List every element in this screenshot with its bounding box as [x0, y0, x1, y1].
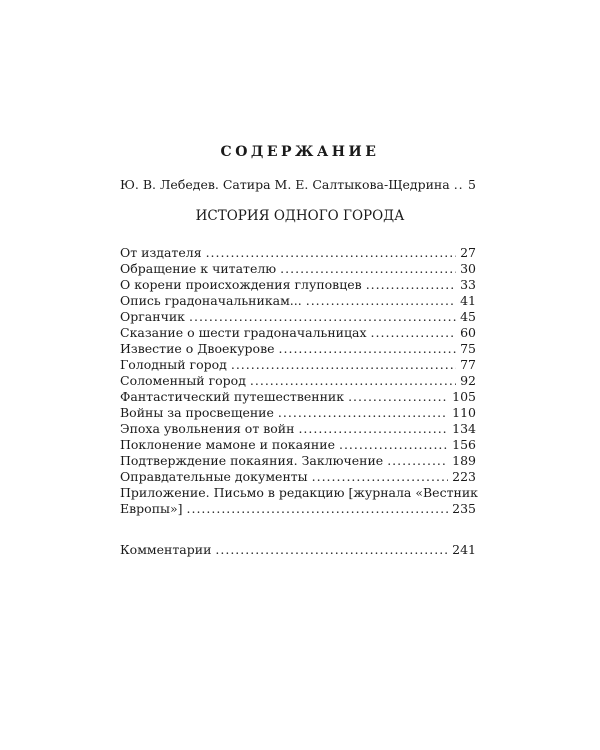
toc-entry-label: Соломенный город: [120, 373, 246, 388]
toc-entry-page: 189: [452, 453, 476, 468]
toc-entry-page: 92: [460, 373, 476, 388]
toc-entry-page: 75: [460, 341, 476, 356]
toc-entry: [120, 277, 476, 293]
toc-entry-label: Фантастический путешественник: [120, 389, 345, 404]
toc-entry-page: 134: [452, 421, 476, 436]
toc-entry-label: О корени происхождения глуповцев: [120, 277, 362, 292]
toc-entry: [120, 357, 476, 373]
toc-entry-page: 45: [460, 309, 476, 324]
toc-entry-page: 241: [452, 542, 476, 557]
toc-entry-label: Ю. В. Лебедев. Сатира М. Е. Салтыкова-Щедрина: [120, 177, 450, 192]
toc-entry-comments: [120, 542, 476, 558]
toc-entry-page: 5: [468, 177, 476, 192]
toc-entry-appendix: [120, 485, 476, 517]
toc-entry-label: Органчик: [120, 309, 185, 324]
toc-entry: [120, 405, 476, 421]
toc-entry-page: 156: [452, 437, 476, 452]
dot-leader: [231, 357, 456, 373]
dot-leader: [454, 177, 464, 193]
toc-entry-page: 33: [460, 277, 476, 292]
dot-leader: [279, 341, 457, 357]
toc-entry-intro: [120, 177, 476, 193]
toc-entry-page: 223: [452, 469, 476, 484]
toc-entry-label: Опись градоначальникам...: [120, 293, 302, 308]
dot-leader: [312, 469, 449, 485]
page-title: СОДЕРЖАНИЕ: [220, 144, 380, 160]
toc-entry: [120, 469, 476, 485]
toc-entry: [120, 261, 476, 277]
toc-entry-label: Эпоха увольнения от войн: [120, 421, 295, 436]
section-title: ИСТОРИЯ ОДНОГО ГОРОДА: [195, 208, 405, 224]
dot-leader: [278, 405, 448, 421]
toc-entry: [120, 293, 476, 309]
dot-leader: [306, 293, 456, 309]
toc-entry-page: 27: [460, 245, 476, 260]
dot-leader: [371, 325, 457, 341]
toc-entry-page: 105: [452, 389, 476, 404]
toc-entry-label: Поклонение мамоне и покаяние: [120, 437, 335, 452]
toc-entry-label: Войны за просвещение: [120, 405, 274, 420]
toc-entry-label: Оправдательные документы: [120, 469, 308, 484]
toc-entry-label: Известие о Двоекурове: [120, 341, 275, 356]
toc-entry-page: 60: [460, 325, 476, 340]
toc-entry-page: 41: [460, 293, 476, 308]
dot-leader: [280, 261, 456, 277]
dot-leader: [250, 373, 456, 389]
toc-entry: [120, 389, 476, 405]
dot-leader: [206, 245, 457, 261]
toc-entry: [120, 421, 476, 437]
toc-entry-page: 110: [452, 405, 476, 420]
toc-entry: [120, 341, 476, 357]
toc-entry-label: Комментарии: [120, 542, 212, 557]
toc-entry: [120, 309, 476, 325]
toc-entry: [120, 437, 476, 453]
dot-leader: [339, 437, 448, 453]
toc-entry: [120, 453, 476, 469]
toc-entry-page: 235: [452, 501, 476, 516]
toc-entry-page: 77: [460, 357, 476, 372]
toc-entry: [120, 245, 476, 261]
toc-entry-label: Приложение. Письмо в редакцию [журнала «Вестник: [120, 485, 478, 500]
dot-leader: [387, 453, 448, 469]
dot-leader: [187, 501, 449, 517]
dot-leader: [215, 542, 448, 558]
toc-entry-label: Обращение к читателю: [120, 261, 277, 276]
toc-entry-label: Подтверждение покаяния. Заключение: [120, 453, 384, 468]
dot-leader: [298, 421, 448, 437]
toc-entry-label: От издателя: [120, 245, 202, 260]
toc-entry-label: Голодный город: [120, 357, 227, 372]
toc-entry-page: 30: [460, 261, 476, 276]
toc-entry-line: [120, 501, 476, 517]
toc-entry-label: Европы»]: [120, 501, 183, 516]
dot-leader: [366, 277, 456, 293]
dot-leader: [348, 389, 448, 405]
dot-leader: [189, 309, 456, 325]
toc-list: [120, 245, 476, 517]
toc-entry: [120, 325, 476, 341]
toc-entry: [120, 373, 476, 389]
toc-entry-label: Сказание о шести градоначальницах: [120, 325, 367, 340]
